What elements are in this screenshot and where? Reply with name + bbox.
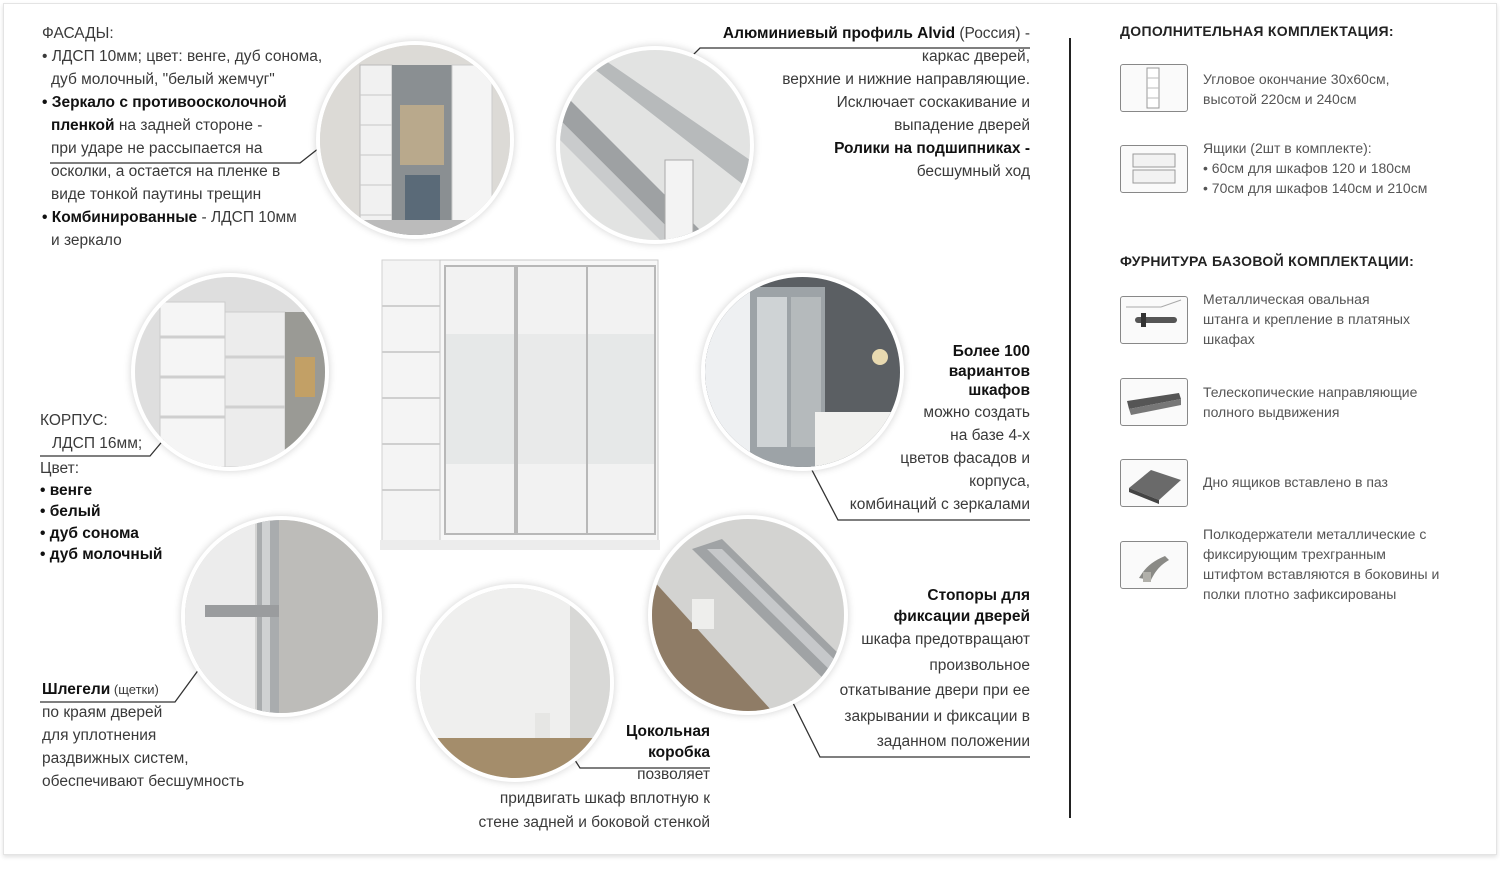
brushes-note: (щетки) [110, 682, 159, 697]
brushes-line5: обеспечивают бесшумность [42, 773, 245, 790]
facades-line5: виде тонкой паутины трещин [51, 186, 262, 203]
drawer-bottom-icon [1120, 459, 1188, 507]
profile-country: (Россия) - [955, 25, 1030, 42]
variants-line7: корпуса, [969, 472, 1030, 490]
shelf-support-icon [1120, 541, 1188, 589]
rollers-title: Ролики на подшипниках - [834, 140, 1030, 157]
stoppers-line7: заданном положении [876, 733, 1030, 750]
base-item-line: фиксирующим трехгранным [1203, 546, 1386, 562]
facades-block: ФАСАДЫ: • ЛДСП 10мм; цвет: венге, дуб сонома, дуб молочный, "белый жемчуг" • Зеркало с противоосколочной пленкой на задней стороне - при ударе не рассыпается на осколки, а остается на пленке в виде тонкой паутины трещин • Комбинированные - ЛДСП 10мм и зеркало [42, 22, 342, 252]
corner-shelf-icon [1120, 64, 1188, 112]
rollers-line: бесшумный ход [916, 163, 1030, 180]
profile-line4: Исключает соскакивание и [836, 94, 1030, 111]
base-item-line: Металлическая овальная [1203, 291, 1370, 307]
facades-line3: при ударе не рассыпается на [51, 140, 263, 157]
facades-combined-line2: и зеркало [51, 232, 122, 249]
extra-item-line: Ящики (2шт в комплекте): [1203, 140, 1372, 156]
base-item-line: полки плотно зафиксированы [1203, 586, 1397, 602]
facades-combined-rest: - ЛДСП 10мм [197, 209, 297, 226]
color-item: дуб молочный [49, 546, 163, 563]
variants-block [790, 342, 1030, 516]
base-item-rails [1203, 382, 1417, 422]
stoppers-line3: шкафа предотвращают [861, 631, 1030, 648]
telescopic-rail-icon [1120, 378, 1188, 426]
plinth-line4: придвигать шкаф вплотную к [499, 790, 710, 807]
extra-heading: ДОПОЛНИТЕЛЬНАЯ КОМПЛЕКТАЦИЯ: [1120, 23, 1394, 39]
variants-line8: комбинаций с зеркалами [849, 495, 1030, 513]
variants-bold2: вариантов [948, 362, 1030, 380]
extra-item-corner [1203, 69, 1389, 109]
base-item-line: штанга и крепление в платяных [1203, 311, 1410, 327]
plinth-bold1: Цокольная [625, 723, 710, 740]
profile-line2: каркас дверей, [921, 48, 1030, 65]
variants-bold1: Более 100 [952, 343, 1030, 360]
color-item: дуб сонома [49, 524, 139, 542]
brushes-line3: для уплотнения [42, 727, 157, 744]
base-item-line: Дно ящиков вставлено в паз [1203, 474, 1388, 490]
facades-item1b: дуб молочный, "белый жемчуг" [51, 71, 275, 88]
column-divider [1069, 38, 1071, 818]
profile-line5: выпадение дверей [894, 117, 1030, 134]
profile-title: Алюминиевый профиль Alvid [722, 25, 956, 42]
base-item-line: Полкодержатели металлические с [1203, 526, 1427, 542]
variants-bold3: шкафов [968, 382, 1030, 399]
plinth-bold2: коробка [648, 744, 710, 761]
brushes-block [42, 678, 302, 793]
variants-line5: на базе 4-х [950, 426, 1030, 444]
brushes-line4: раздвижных систем, [42, 750, 189, 767]
body-color-label: Цвет: [40, 460, 80, 477]
drawers-icon [1120, 145, 1188, 193]
stoppers-block [800, 585, 1030, 755]
body-material: ЛДСП 16мм; [52, 435, 143, 452]
stoppers-line5: откатывание двери при ее [839, 682, 1030, 699]
base-item-bottom [1203, 472, 1388, 492]
brushes-line2: по краям дверей [42, 704, 163, 721]
color-item: белый [49, 503, 101, 520]
extra-item-line: • 60см для шкафов 120 и 180см [1203, 160, 1411, 176]
plinth-line5: стене задней и боковой стенкой [478, 814, 710, 831]
stoppers-bold2: фиксации дверей [893, 608, 1030, 625]
color-item: венге [49, 481, 93, 499]
facades-line4: осколки, а остается на пленке в [51, 163, 281, 180]
base-item-line: Телескопические направляющие [1203, 384, 1418, 400]
base-item-line: штифтом вставляются в боковины и [1203, 566, 1440, 582]
stoppers-bold1: Стопоры для [927, 587, 1030, 604]
photo-mirror-wardrobe [320, 45, 510, 235]
plinth-line3: позволяет [637, 766, 710, 783]
facades-mirror-label: Зеркало с противоосколочной [51, 94, 287, 111]
base-item-supports [1203, 524, 1439, 604]
extra-item-line: • 70см для шкафов 140см и 210см [1203, 180, 1428, 196]
base-item-rod [1203, 289, 1410, 349]
variants-line4: можно создать [923, 403, 1030, 421]
base-heading: ФУРНИТУРА БАЗОВОЙ КОМПЛЕКТАЦИИ: [1120, 253, 1415, 269]
facades-combined-label: Комбинированные [51, 209, 198, 226]
body-title: КОРПУС: [40, 412, 108, 429]
stoppers-line4: произвольное [929, 656, 1030, 674]
plinth-block [440, 721, 710, 835]
variants-line6: цветов фасадов и [900, 449, 1030, 467]
base-item-line: шкафах [1203, 331, 1255, 347]
facades-title: ФАСАДЫ: [42, 25, 114, 42]
base-item-line: полного выдвижения [1203, 404, 1340, 420]
profile-line3: верхние и нижние направляющие. [782, 71, 1030, 88]
body-colors: Цвет: • венге • белый • дуб сонома • дуб молочный [40, 458, 240, 566]
stoppers-line6: закрывании и фиксации в [844, 707, 1030, 725]
body-block [40, 409, 240, 455]
extra-item-line: высотой 220см и 240см [1203, 91, 1357, 107]
brushes-title: Шлегели [42, 681, 111, 698]
extra-item-line: Угловое окончание 30х60см, [1203, 71, 1390, 87]
facades-film-rest: на задней стороне - [114, 117, 263, 134]
wardrobe-illustration [380, 256, 662, 556]
hanger-rod-icon [1120, 296, 1188, 344]
facades-film-label: пленкой [51, 117, 115, 134]
profile-block [640, 22, 1030, 183]
extra-item-drawers [1203, 138, 1427, 198]
facades-item1: ЛДСП 10мм; цвет: венге, дуб сонома, [51, 48, 323, 65]
